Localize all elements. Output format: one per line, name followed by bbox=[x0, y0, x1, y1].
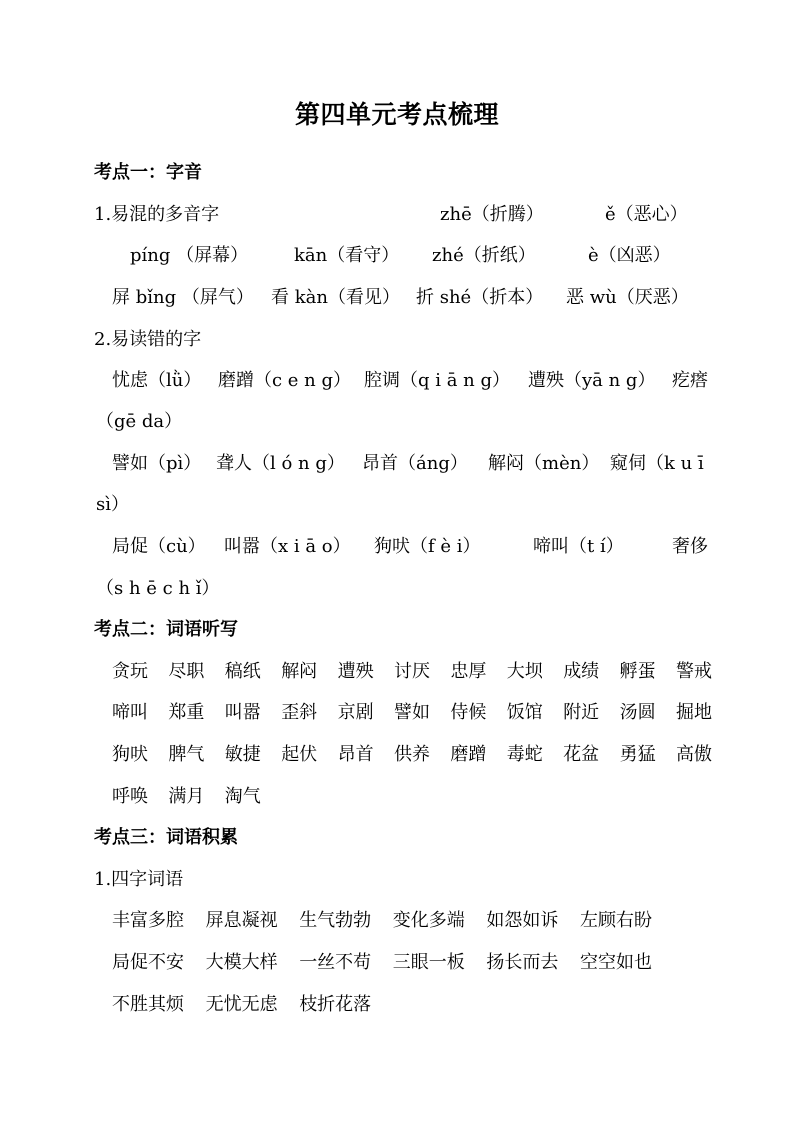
idiom-item: 不胜其烦 bbox=[112, 994, 184, 1015]
idiom-item: 空空如也 bbox=[580, 952, 652, 973]
idiom-item: 局促不安 bbox=[112, 952, 184, 973]
pinyin-entry: 遭殃（yā n g） bbox=[528, 370, 656, 391]
pinyin-entry: 狗吠（f è i） bbox=[374, 536, 481, 557]
pinyin-entry: píng （屏幕） bbox=[130, 245, 249, 266]
pinyin-entry: 局促（cù） bbox=[112, 536, 206, 557]
dictation-word: 遭殃 bbox=[337, 661, 374, 682]
dictation-word: 警戒 bbox=[676, 661, 712, 682]
idiom-item: 一丝不苟 bbox=[299, 952, 372, 973]
section-heading-pronunciation: 考点一：字音 bbox=[94, 162, 202, 183]
dictation-word: 勇猛 bbox=[619, 744, 656, 765]
pinyin-entry: 屏 bǐng （屏气） bbox=[112, 287, 254, 308]
dictation-word: 成绩 bbox=[563, 661, 600, 682]
idiom-item: 无忧无虑 bbox=[205, 994, 278, 1015]
dictation-word: 脾气 bbox=[168, 744, 205, 765]
pinyin-entry: 看 kàn（看见） bbox=[271, 287, 400, 308]
pinyin-entry: 昂首（áng） bbox=[362, 453, 468, 474]
dictation-word: 附近 bbox=[563, 702, 600, 723]
dictation-word: 稿纸 bbox=[224, 661, 261, 682]
dictation-word: 讨厌 bbox=[394, 661, 430, 682]
pinyin-entry: 腔调（q i ā n g） bbox=[364, 370, 511, 391]
section-heading-vocabulary: 考点三：词语积累 bbox=[94, 827, 238, 848]
pinyin-entry: 奢侈 bbox=[672, 536, 708, 557]
pinyin-entry: zhé（折纸） bbox=[432, 245, 536, 266]
item-label-polyphonic: 1.易混的多音字 bbox=[94, 204, 220, 225]
idiom-item: 枝折花落 bbox=[299, 994, 372, 1015]
dictation-word: 掘地 bbox=[676, 702, 712, 723]
dictation-word: 忠厚 bbox=[450, 661, 487, 682]
dictation-word: 高傲 bbox=[676, 744, 712, 765]
dictation-word: 满月 bbox=[168, 786, 205, 807]
dictation-word: 昂首 bbox=[337, 744, 374, 765]
dictation-word: 毒蛇 bbox=[506, 744, 543, 765]
idiom-item: 丰富多腔 bbox=[112, 910, 184, 931]
pinyin-entry: 譬如（pì） bbox=[112, 453, 202, 474]
dictation-word: 花盆 bbox=[563, 744, 600, 765]
pinyin-entry: （s h ē c h ǐ） bbox=[96, 578, 220, 599]
dictation-word: 贪玩 bbox=[112, 661, 148, 682]
pinyin-entry: 解闷（mèn） bbox=[488, 453, 600, 474]
idiom-item: 屏息凝视 bbox=[205, 910, 278, 931]
dictation-word: 京剧 bbox=[337, 702, 374, 723]
pinyin-entry: ě（恶心） bbox=[605, 204, 688, 225]
dictation-word: 大坝 bbox=[506, 661, 543, 682]
pinyin-entry: è（凶恶） bbox=[588, 245, 671, 266]
pinyin-entry: 窥伺（k u ī bbox=[610, 453, 704, 474]
dictation-word: 汤圆 bbox=[619, 702, 656, 723]
dictation-word: 叫嚣 bbox=[224, 702, 261, 723]
pinyin-entry: （gē da） bbox=[96, 411, 183, 432]
dictation-word: 供养 bbox=[394, 744, 430, 765]
pinyin-entry: 恶 wù（厌恶） bbox=[566, 287, 689, 308]
idiom-item: 左顾右盼 bbox=[580, 910, 652, 931]
item-label-misread: 2.易读错的字 bbox=[94, 329, 202, 350]
dictation-word: 呼唤 bbox=[112, 786, 148, 807]
dictation-word: 起伏 bbox=[281, 744, 318, 765]
dictation-word: 狗吠 bbox=[112, 744, 148, 765]
pinyin-entry: 叫嚣（x i ā o） bbox=[224, 536, 351, 557]
idiom-item: 扬长而去 bbox=[486, 952, 559, 973]
dictation-word: 郑重 bbox=[168, 702, 205, 723]
dictation-word: 歪斜 bbox=[281, 702, 318, 723]
dictation-word: 磨蹭 bbox=[450, 744, 487, 765]
idiom-item: 大模大样 bbox=[205, 952, 278, 973]
dictation-word: 尽职 bbox=[168, 661, 205, 682]
dictation-word: 啼叫 bbox=[112, 702, 148, 723]
pinyin-entry: 折 shé（折本） bbox=[416, 287, 544, 308]
page-title: 第四单元考点梳理 bbox=[294, 100, 499, 129]
pinyin-entry: kān（看守） bbox=[294, 245, 400, 266]
dictation-word: 敏捷 bbox=[224, 744, 261, 765]
dictation-word: 淘气 bbox=[224, 786, 261, 807]
idiom-item: 变化多端 bbox=[392, 910, 465, 931]
pinyin-entry: 疙瘩 bbox=[672, 370, 708, 391]
pinyin-entry: 忧虑（lǜ） bbox=[112, 370, 202, 391]
item-label-idioms: 1.四字词语 bbox=[94, 869, 184, 890]
section-heading-dictation: 考点二：词语听写 bbox=[94, 619, 238, 640]
dictation-word: 饭馆 bbox=[506, 702, 543, 723]
pinyin-entry: sì） bbox=[96, 494, 129, 515]
pinyin-entry: 聋人（l ó n g） bbox=[216, 453, 345, 474]
pinyin-entry: 磨蹭（c e n g） bbox=[218, 370, 352, 391]
dictation-word: 侍候 bbox=[450, 702, 487, 723]
idiom-item: 三眼一板 bbox=[392, 952, 465, 973]
dictation-word: 解闷 bbox=[281, 661, 318, 682]
pinyin-entry: zhē（折腾） bbox=[440, 204, 544, 225]
idiom-item: 如怨如诉 bbox=[486, 910, 559, 931]
idiom-item: 生气勃勃 bbox=[299, 910, 372, 931]
pinyin-entry: 啼叫（t í） bbox=[533, 536, 624, 557]
dictation-word: 孵蛋 bbox=[619, 661, 656, 682]
dictation-word: 譬如 bbox=[394, 702, 430, 723]
